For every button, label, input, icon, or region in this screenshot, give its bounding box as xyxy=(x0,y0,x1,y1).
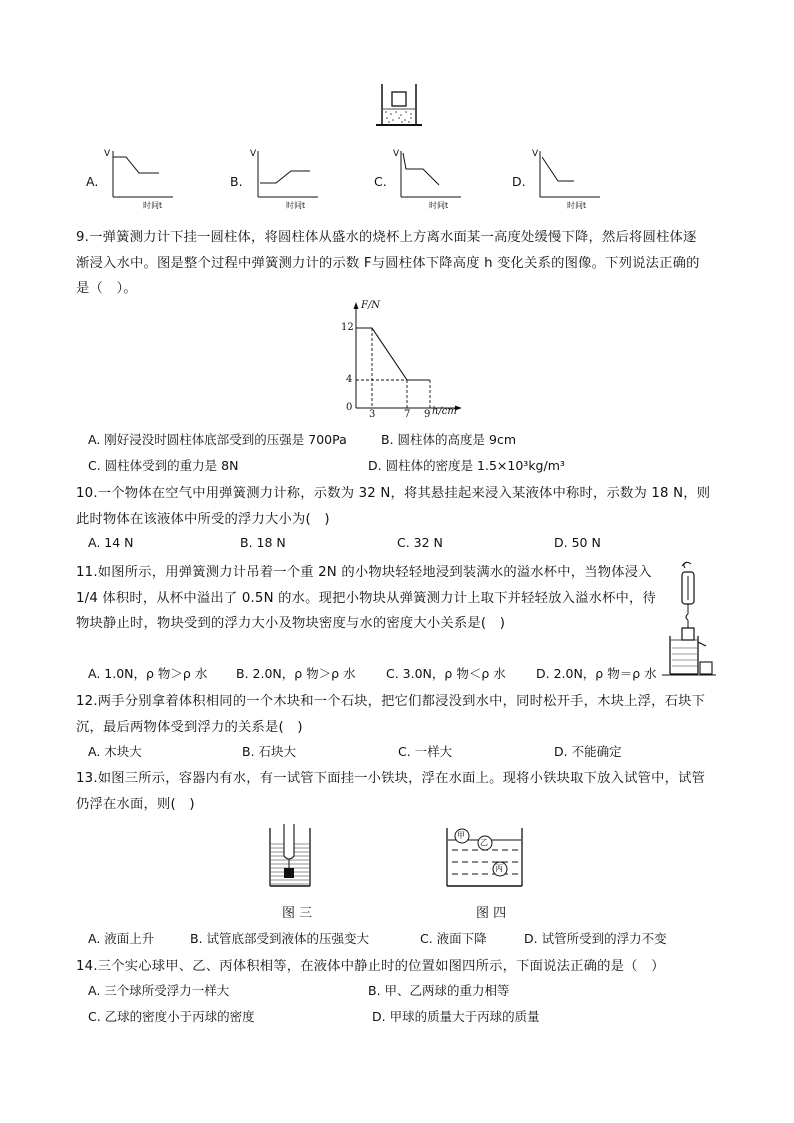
axis-t-label: 时间t xyxy=(567,201,587,210)
graph-x-tick-3: 3 xyxy=(369,409,376,420)
q14-option-d[interactable]: D. 甲球的质量大于丙球的质量 xyxy=(372,1009,540,1024)
q11-option-a[interactable]: A. 1.0N，ρ 物＞ρ 水 xyxy=(88,666,208,681)
q10-option-b[interactable]: B. 18 N xyxy=(240,535,286,550)
q14-option-c[interactable]: C. 乙球的密度小于丙球的密度 xyxy=(88,1009,255,1024)
q9-option-d[interactable]: D. 圆柱体的密度是 1.5×10³kg/m³ xyxy=(368,458,565,473)
graph-y-tick-0: 0 xyxy=(346,402,353,413)
axis-v-label: V xyxy=(532,149,539,159)
q11-option-b[interactable]: B. 2.0N，ρ 物＞ρ 水 xyxy=(236,666,356,681)
q13-option-c[interactable]: C. 液面下降 xyxy=(420,931,487,946)
option-d-label[interactable]: D. xyxy=(512,174,526,189)
ball-jia-label: 甲 xyxy=(457,831,465,840)
q9-stem-line-1: 9.一弹簧测力计下挂一圆柱体，将圆柱体从盛水的烧杯上方离水面某一高度处缓慢下降，然后将圆柱体逐 xyxy=(76,230,697,245)
axis-t-label: 时间t xyxy=(286,201,306,210)
q12-stem-line-1: 12.两手分别拿着体积相同的一个木块和一个石块，把它们都浸没到水中，同时松开手，木块上浮，石块下 xyxy=(76,694,706,709)
q11-stem-line-2: 1/4 体积时，从杯中溢出了 0.5N 的水。现把小物块从弹簧测力计上取下并轻轻放入溢水杯中，待 xyxy=(76,591,657,606)
graph-x-tick-7: 7 xyxy=(404,409,411,420)
q10-stem-line-1: 10.一个物体在空气中用弹簧测力计称，示数为 32 N，将其悬挂起来浸入某液体中称时，示数为 18 N，则 xyxy=(76,486,711,501)
option-c-label[interactable]: C. xyxy=(374,174,387,189)
q13-stem-line-1: 13.如图三所示，容器内有水，有一试管下面挂一小铁块，浮在水面上。现将小铁块取下放入试管中，试管 xyxy=(76,771,706,786)
q10-option-c[interactable]: C. 32 N xyxy=(397,535,443,550)
q14-stem-line-1: 14.三个实心球甲、乙、丙体积相等，在液体中静止时的位置如图四所示，下面说法正确的是（ ） xyxy=(76,959,665,974)
q10-option-d[interactable]: D. 50 N xyxy=(554,535,601,550)
graph-y-tick-12: 12 xyxy=(341,322,354,333)
q13-option-d[interactable]: D. 试管所受到的浮力不变 xyxy=(524,931,667,946)
q12-option-b[interactable]: B. 石块大 xyxy=(242,744,297,759)
q11-option-d[interactable]: D. 2.0N，ρ 物＝ρ 水 xyxy=(536,666,657,681)
q10-stem-line-2: 此时物体在该液体中所受的浮力大小为( ) xyxy=(76,512,330,527)
figure-three-caption: 图 三 xyxy=(282,906,313,921)
q10-option-a[interactable]: A. 14 N xyxy=(88,535,134,550)
q11-option-c[interactable]: C. 3.0N，ρ 物＜ρ 水 xyxy=(386,666,506,681)
axis-t-label: 时间t xyxy=(429,201,449,210)
q12-stem-line-2: 沉，最后两物体受到浮力的关系是( ) xyxy=(76,720,303,735)
graph-y-tick-4: 4 xyxy=(346,374,353,385)
option-b-label[interactable]: B. xyxy=(230,174,243,189)
q9-stem-line-2: 渐浸入水中。图是整个过程中弹簧测力计的示数 F与圆柱体下降高度 h 变化关系的图像。下列说法正确的 xyxy=(76,256,700,271)
q14-option-a[interactable]: A. 三个球所受浮力一样大 xyxy=(88,983,230,998)
axis-v-label: V xyxy=(250,149,257,159)
q9-option-c[interactable]: C. 圆柱体受到的重力是 8N xyxy=(88,458,239,473)
q13-option-a[interactable]: A. 液面上升 xyxy=(88,931,155,946)
figure-four-caption: 图 四 xyxy=(476,906,507,921)
q12-option-d[interactable]: D. 不能确定 xyxy=(554,744,622,759)
graph-y-axis-label: F/N xyxy=(361,300,381,311)
overflow-cup-figure xyxy=(660,558,718,680)
ball-yi-label: 乙 xyxy=(480,838,488,847)
q12-option-a[interactable]: A. 木块大 xyxy=(88,744,142,759)
q12-option-c[interactable]: C. 一样大 xyxy=(398,744,453,759)
q14-option-b[interactable]: B. 甲、乙两球的重力相等 xyxy=(368,983,510,998)
q11-stem-line-3: 物块静止时，物块受到的浮力大小及物块密度与水的密度大小关系是( ) xyxy=(76,616,506,631)
q11-stem-line-1: 11.如图所示，用弹簧测力计吊着一个重 2N 的小物块轻轻地浸到装满水的溢水杯中，当物体浸入 xyxy=(76,565,652,580)
graph-x-axis-label: h/cm xyxy=(432,406,457,417)
q9-option-b[interactable]: B. 圆柱体的高度是 9cm xyxy=(381,432,516,447)
option-a-label[interactable]: A. xyxy=(86,174,99,189)
axis-t-label: 时间t xyxy=(143,201,163,210)
q9-option-a[interactable]: A. 刚好浸没时圆柱体底部受到的压强是 700Pa xyxy=(88,432,347,447)
q13-stem-line-2: 仍浮在水面，则( ) xyxy=(76,797,195,812)
beaker-figure xyxy=(374,82,424,130)
axis-v-label: V xyxy=(393,149,400,159)
q9-stem-line-3: 是（ ）。 xyxy=(76,281,137,296)
q13-option-b[interactable]: B. 试管底部受到液体的压强变大 xyxy=(190,931,370,946)
graph-x-tick-9: 9 xyxy=(424,409,431,420)
figure-three-test-tube xyxy=(266,822,316,892)
axis-v-label: V xyxy=(104,149,111,159)
option-a-graph xyxy=(101,145,181,211)
ball-bing-label: 丙 xyxy=(495,864,503,873)
